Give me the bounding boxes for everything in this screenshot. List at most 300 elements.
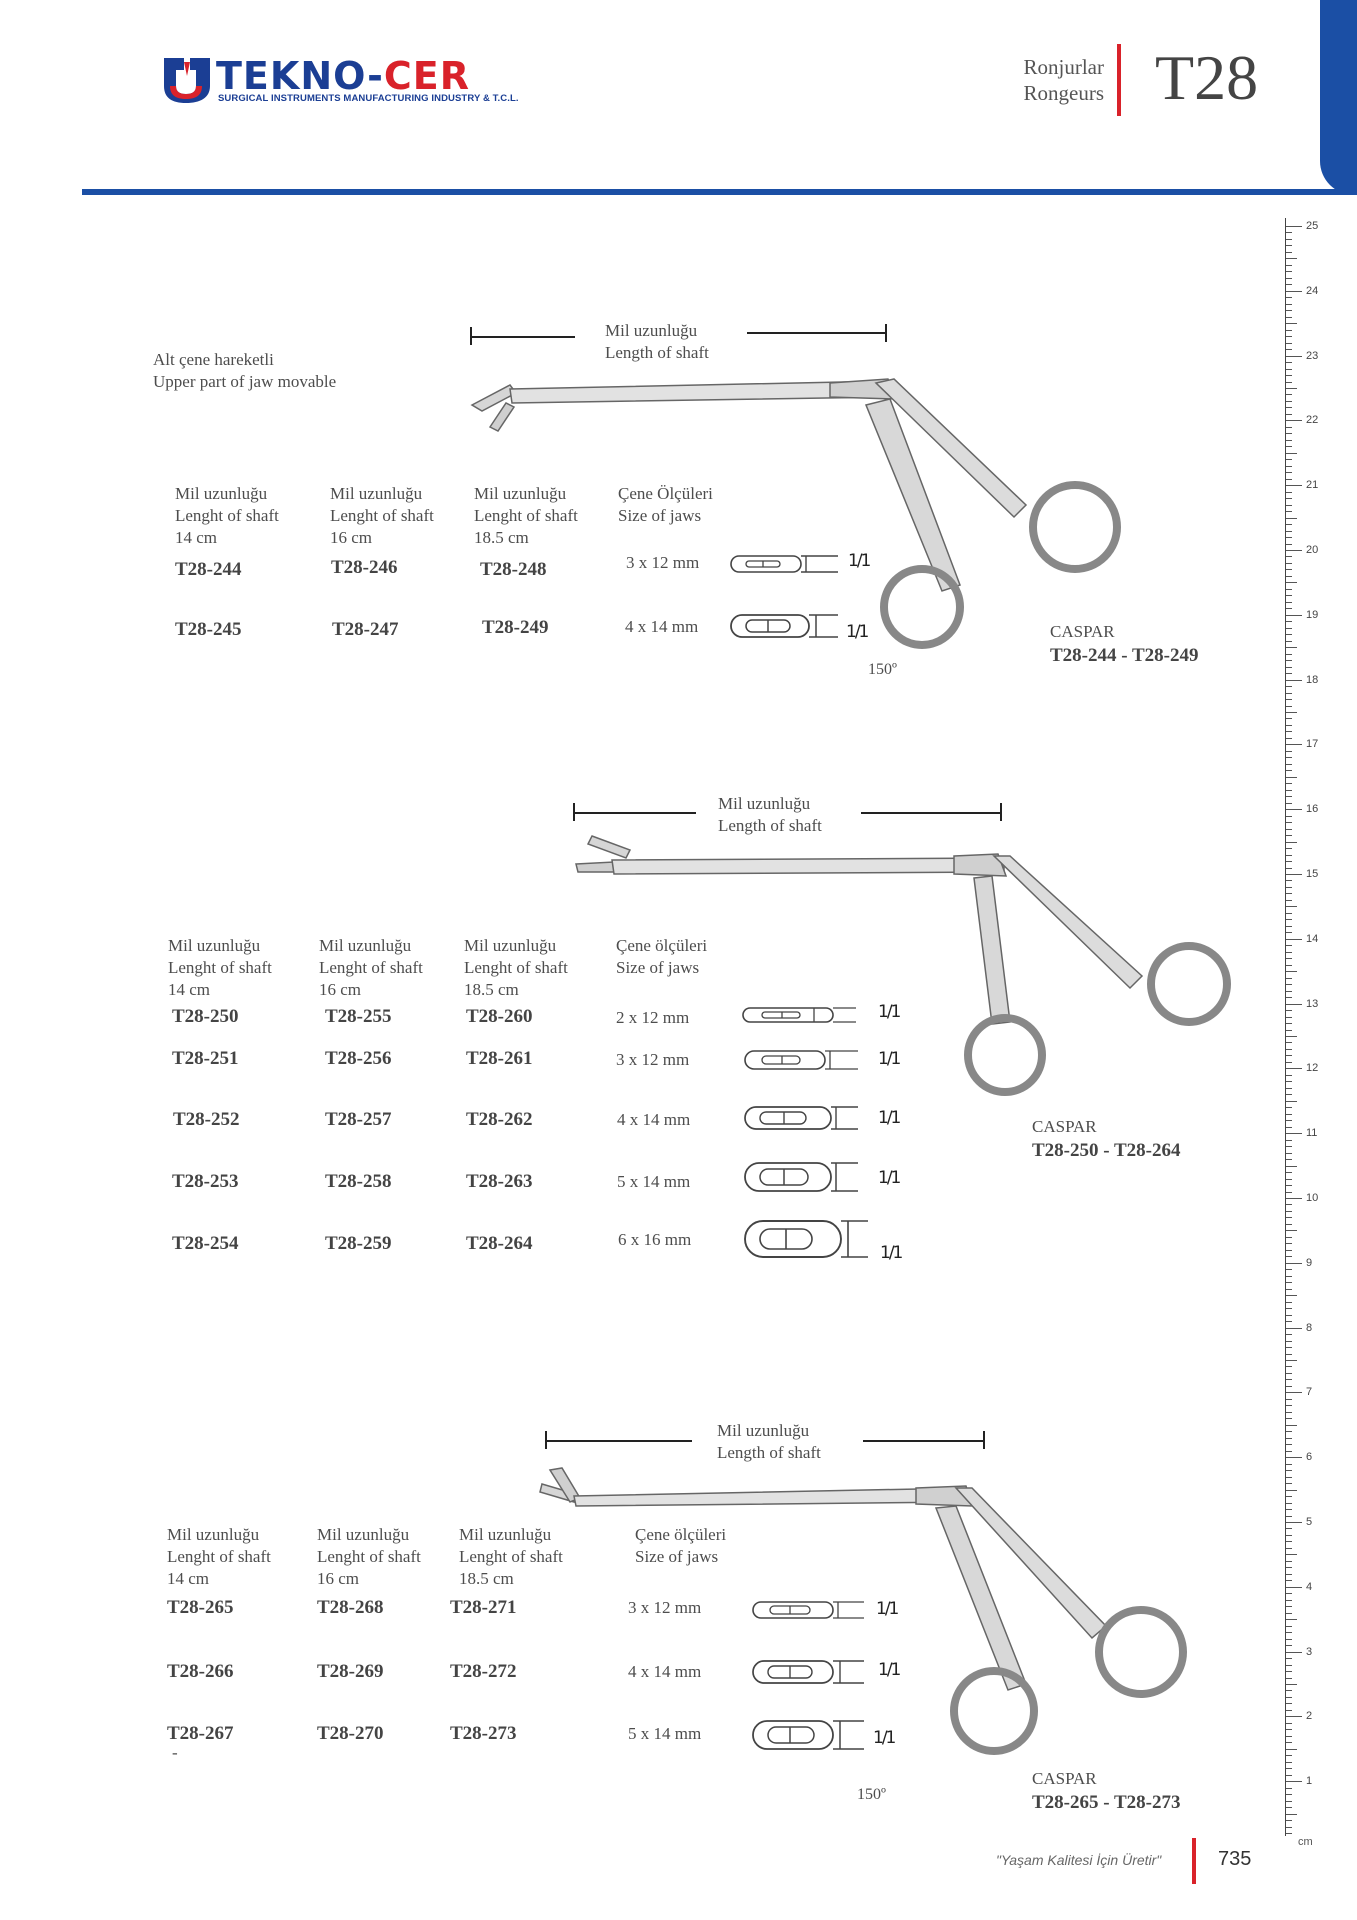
col-header-line: 18.5 cm [459,1569,514,1588]
ruler-label: 23 [1306,349,1319,362]
ruler-tick [1286,1490,1297,1491]
ruler-tick [1286,848,1292,849]
ruler-tick [1286,336,1292,337]
ruler-tick [1286,459,1292,460]
ruler-tick [1286,932,1292,933]
product-code: T28-262 [466,1109,533,1130]
jaw-tip-icon [730,612,840,640]
ruler-tick [1286,1684,1297,1685]
ruler-tick [1286,414,1292,415]
col-header-line: 14 cm [168,980,211,999]
ruler-tick [1286,1366,1292,1367]
col-header-16cm [317,1524,421,1590]
ruler-tick [1286,1192,1292,1193]
ruler-tick [1286,369,1292,370]
col-header-line: Size of jaws [618,506,702,525]
shaft-dimension-line-left [470,336,575,338]
ruler-label: 11 [1306,1127,1318,1140]
product-code: T28-259 [325,1233,392,1254]
ruler-tick [1286,271,1292,272]
ruler-tick [1286,226,1302,227]
product-code: T28-269 [317,1661,384,1682]
ruler-label: 7 [1306,1386,1313,1399]
col-header-18cm [459,1524,563,1590]
product-code: T28-265 [167,1597,234,1618]
ruler-tick [1286,1269,1292,1270]
ruler-tick [1286,1295,1297,1296]
ruler-tick [1286,1075,1292,1076]
ruler-tick [1286,893,1292,894]
page-number: 735 [1218,1848,1252,1870]
ruler-label: 13 [1306,997,1319,1010]
col-header-line: Mil uzunluğu [175,484,268,503]
product-code: T28-256 [325,1048,392,1069]
ruler-tick [1286,919,1292,920]
col-header-line: Mil uzunluğu [317,1525,410,1544]
ruler-tick [1286,595,1292,596]
ruler-tick [1286,751,1292,752]
ruler-tick [1286,803,1292,804]
ruler-tick [1286,1133,1302,1134]
ruler-tick [1286,1379,1292,1380]
ruler-tick [1286,1431,1292,1432]
ruler-tick [1286,343,1292,344]
ruler-tick [1286,310,1292,311]
model-name: CASPAR [1050,622,1115,641]
product-code: T28-255 [325,1006,392,1027]
category-tr: Ronjurlar [1023,55,1104,79]
ruler-tick [1286,589,1292,590]
ruler-tick [1286,835,1292,836]
ruler-tick [1286,1528,1292,1529]
ruler-tick [1286,641,1292,642]
ruler-tick [1286,317,1292,318]
ruler-label: 20 [1306,544,1319,556]
col-header-line: Çene Ölçüleri [618,484,713,503]
col-header-line: Lenght of shaft [459,1547,563,1566]
scale-label: 1/1 [876,1599,898,1619]
ruler-tick [1286,1373,1292,1374]
ruler-tick [1286,699,1292,700]
ruler-tick [1286,232,1292,233]
shaft-dimension-en: Length of shaft [605,343,709,362]
ruler-tick [1286,1230,1297,1231]
ruler-tick [1286,1762,1292,1763]
ruler-tick [1286,1554,1297,1555]
ruler-tick [1286,1023,1292,1024]
ruler-tick [1286,1068,1302,1069]
ruler-tick [1286,433,1292,434]
jaw-tip-icon [752,1718,872,1752]
col-header-line: Lenght of shaft [317,1547,421,1566]
ruler-tick [1286,252,1292,253]
ruler-tick [1286,1049,1292,1050]
col-header-16cm [330,483,434,549]
product-code: T28-254 [172,1233,239,1254]
ruler-tick [1286,1567,1292,1568]
ruler-label: 16 [1306,803,1319,816]
jaw-size: 6 x 16 mm [618,1230,692,1249]
ruler-tick [1286,1710,1292,1711]
ruler-label: 21 [1306,479,1319,492]
ruler-tick [1286,1814,1297,1815]
ruler-tick [1286,718,1292,719]
ruler-tick [1286,1522,1302,1523]
ruler-tick [1286,1794,1292,1795]
ruler-tick [1286,349,1292,350]
ruler-tick [1286,1768,1292,1769]
ruler-tick [1286,602,1292,603]
shaft-dimension-line-right [863,1440,985,1442]
ruler-tick [1286,531,1292,532]
ruler-tick [1286,1198,1302,1199]
ruler-tick [1286,362,1292,363]
ruler-tick [1286,1626,1292,1627]
ruler-tick [1286,524,1292,525]
shaft-dimension-en: Length of shaft [718,816,822,835]
jaw-size: 2 x 12 mm [616,1008,690,1027]
ruler-label: 4 [1306,1580,1313,1593]
ruler-tick [1286,842,1297,843]
ruler-tick [1286,505,1292,506]
ruler-tick [1286,939,1302,940]
ruler-tick [1286,1781,1302,1782]
ruler-tick [1286,1671,1292,1672]
ruler-tick [1286,1574,1292,1575]
col-header-line: Lenght of shaft [330,506,434,525]
ruler-tick [1286,330,1292,331]
ruler-tick [1286,1788,1292,1789]
product-code: T28-251 [172,1048,239,1069]
ruler-label: 8 [1306,1321,1313,1334]
jaw-tip-icon [744,1160,860,1194]
ruler-tick [1286,1062,1292,1063]
ruler-tick [1286,686,1292,687]
shaft-dimension-en: Length of shaft [717,1443,821,1462]
model-code-range: T28-265 - T28-273 [1032,1792,1181,1813]
ruler-tick [1286,1425,1297,1426]
col-header-line: 14 cm [167,1569,210,1588]
col-header-line: Lenght of shaft [464,958,568,977]
ruler-tick [1286,1535,1292,1536]
jaw-note-en: Upper part of jaw movable [153,372,337,391]
ruler-tick [1286,1619,1297,1620]
ruler-tick [1286,1140,1292,1141]
ruler-tick [1286,777,1297,778]
ruler-label: 15 [1306,868,1319,880]
shaft-dimension-end [983,1431,985,1449]
ruler-tick [1286,809,1302,810]
ruler-tick [1286,978,1292,979]
ruler-tick [1286,1101,1297,1102]
ruler-label: 6 [1306,1451,1313,1464]
ruler-tick [1286,660,1292,661]
ruler-tick [1286,1587,1302,1588]
cm-ruler [1285,218,1319,1836]
ruler-tick [1286,1632,1292,1633]
ruler-tick [1286,1457,1302,1458]
ruler-tick [1286,1185,1292,1186]
ruler-tick [1286,1606,1292,1607]
ruler-label: 1 [1306,1775,1313,1788]
ruler-tick [1286,855,1292,856]
ruler-tick [1286,861,1292,862]
col-header-line: 16 cm [317,1569,360,1588]
jaw-size: 4 x 14 mm [628,1662,702,1681]
ruler-tick [1286,582,1297,583]
product-code: T28-253 [172,1171,239,1192]
ruler-tick [1286,1509,1292,1510]
ruler-tick [1286,446,1292,447]
ruler-tick [1286,738,1292,739]
ruler-tick [1286,1217,1292,1218]
ruler-tick [1286,1315,1292,1316]
ruler-unit: cm [1298,1836,1313,1848]
col-header-line: 16 cm [319,980,362,999]
ruler-tick [1286,1580,1292,1581]
ruler-label: 14 [1306,932,1319,945]
ruler-tick [1286,1321,1292,1322]
ruler-tick [1286,1256,1292,1257]
ruler-tick [1286,991,1292,992]
ruler-tick [1286,544,1292,545]
ruler-tick [1286,297,1292,298]
brand-name: TEKNO-CER [216,54,471,98]
ruler-tick [1286,472,1292,473]
header-rule [82,189,1357,195]
col-header-jaw-size [618,483,713,527]
ruler-tick [1286,1354,1292,1355]
ruler-tick [1286,1729,1292,1730]
col-header-line: Lenght of shaft [167,1547,271,1566]
ruler-label: 12 [1306,1062,1319,1075]
ruler-tick [1286,518,1297,519]
ruler-tick [1286,1302,1292,1303]
ruler-tick [1286,1004,1302,1005]
ruler-tick [1286,1652,1302,1653]
ruler-tick [1286,394,1292,395]
ruler-tick [1286,1243,1292,1244]
ruler-tick [1286,1561,1292,1562]
ruler-tick [1286,1010,1292,1011]
ruler-tick [1286,1697,1292,1698]
ruler-tick [1286,971,1297,972]
ruler-tick [1286,900,1292,901]
ruler-tick [1286,621,1292,622]
ruler-tick [1286,680,1302,681]
ruler-tick [1286,1036,1297,1037]
ruler-tick [1286,1801,1292,1802]
ruler-tick [1286,1042,1292,1043]
ruler-tick [1286,427,1292,428]
ruler-label: 10 [1306,1192,1319,1204]
ruler-tick [1286,1749,1297,1750]
ruler-tick [1286,278,1292,279]
product-code: T28-270 [317,1723,384,1744]
ruler-tick [1286,647,1297,648]
col-header-line: Mil uzunluğu [319,936,412,955]
product-code: T28-272 [450,1661,517,1682]
ruler-tick [1286,1341,1292,1342]
ruler-tick [1286,1742,1292,1743]
product-code: T28-245 [175,619,242,640]
category-label [1024,54,1105,106]
scale-label: 1/1 [848,551,870,571]
ruler-tick [1286,537,1292,538]
ruler-tick [1286,958,1292,959]
ruler-tick [1286,725,1292,726]
product-code: T28-252 [173,1109,240,1130]
product-code: T28-267 [167,1723,234,1744]
ruler-tick [1286,926,1292,927]
ruler-tick [1286,731,1292,732]
ruler-tick [1286,1723,1292,1724]
scale-label: 1/1 [873,1728,895,1748]
ruler-tick [1286,258,1297,259]
ruler-tick [1286,1030,1292,1031]
ruler-tick [1286,1172,1292,1173]
ruler-tick [1286,407,1292,408]
ruler-tick [1286,420,1302,421]
ruler-tick [1286,1146,1292,1147]
ruler-tick [1286,550,1302,551]
ruler-tick [1286,1328,1302,1329]
ruler-tick [1286,770,1292,771]
col-header-14cm [175,483,279,549]
ruler-tick [1286,1775,1292,1776]
shaft-dimension-end [885,324,887,342]
ruler-tick [1286,556,1292,557]
ruler-label: 25 [1306,220,1319,232]
ruler-tick [1286,239,1292,240]
ruler-tick [1286,563,1292,564]
ruler-tick [1286,265,1292,266]
jaw-size: 3 x 12 mm [628,1598,702,1617]
col-header-14cm [167,1524,271,1590]
ruler-tick [1286,1483,1292,1484]
ruler-tick [1286,1088,1292,1089]
ruler-tick [1286,997,1292,998]
ruler-tick [1286,1399,1292,1400]
ruler-tick [1286,965,1292,966]
ruler-tick [1286,1114,1292,1115]
jaw-tip-icon [744,1104,860,1132]
jaw-tip-icon [742,1006,858,1024]
header-divider [1117,44,1121,116]
ruler-tick [1286,1250,1292,1251]
ruler-tick [1286,1678,1292,1679]
ruler-tick [1286,479,1292,480]
ruler-tick [1286,1276,1292,1277]
ruler-tick [1286,492,1292,493]
ruler-tick [1286,829,1292,830]
ruler-tick [1286,984,1292,985]
ruler-tick [1286,1392,1302,1393]
ruler-tick [1286,304,1292,305]
ruler-tick [1286,693,1292,694]
brand-logo [162,54,519,108]
model-name: CASPAR [1032,1117,1097,1136]
ruler-tick [1286,1166,1297,1167]
ruler-tick [1286,1639,1292,1640]
ruler-tick [1286,712,1297,713]
ruler-tick [1286,291,1302,292]
ruler-tick [1286,628,1292,629]
ruler-tick [1286,744,1302,745]
ruler-tick [1286,1665,1292,1666]
ruler-tick [1286,401,1292,402]
ruler-tick [1286,1017,1292,1018]
ruler-tick [1286,764,1292,765]
ruler-tick [1286,1820,1292,1821]
col-header-line: 16 cm [330,528,373,547]
scale-label: 1/1 [846,622,868,642]
jaw-size: 4 x 14 mm [617,1110,691,1129]
product-code: T28-266 [167,1661,234,1682]
ruler-label: 9 [1306,1256,1313,1269]
col-header-line: Mil uzunluğu [330,484,423,503]
ruler-tick [1286,673,1292,674]
ruler-tick [1286,1600,1292,1601]
ruler-tick [1286,1081,1292,1082]
jaw-tip-icon [752,1600,872,1620]
ruler-tick [1286,1541,1292,1542]
model-code-range: T28-250 - T28-264 [1032,1140,1181,1161]
ruler-tick [1286,1282,1292,1283]
ruler-tick [1286,1418,1292,1419]
shaft-dimension-line-right [747,332,887,334]
col-header-18cm [464,935,568,1001]
angle-label: 150º [857,1786,886,1803]
ruler-tick [1286,615,1302,616]
ruler-tick [1286,654,1292,655]
jaw-size: 3 x 12 mm [616,1050,690,1069]
product-code: T28-257 [325,1109,392,1130]
ruler-tick [1286,1464,1292,1465]
jaw-size: 4 x 14 mm [625,617,699,636]
product-code: T28-273 [450,1723,517,1744]
ruler-tick [1286,1308,1292,1309]
ruler-tick [1286,880,1292,881]
ruler-tick [1286,1405,1292,1406]
brand-subtitle: SURGICAL INSTRUMENTS MANUFACTURING INDUSTRY & T.C.L. [218,93,519,104]
jaw-tip-icon [730,553,840,575]
product-code: T28-250 [172,1006,239,1027]
ruler-tick [1286,1179,1292,1180]
ruler-tick [1286,576,1292,577]
dash-mark: - [172,1743,178,1762]
ruler-tick [1286,608,1292,609]
ruler-tick [1286,1658,1292,1659]
jaw-tip-icon [744,1218,870,1260]
ruler-tick [1286,816,1292,817]
catalog-section-code: T28 [1155,42,1259,113]
ruler-tick [1286,952,1292,953]
ruler-label: 2 [1306,1710,1313,1723]
header-corner-tab [1320,0,1357,195]
ruler-tick [1286,1703,1292,1704]
ruler-tick [1286,757,1292,758]
ruler-tick [1286,1360,1297,1361]
ruler-tick [1286,1055,1292,1056]
ruler-tick [1286,284,1292,285]
scale-label: 1/1 [878,1002,900,1022]
ruler-tick [1286,1094,1292,1095]
product-code: T28-244 [175,559,242,580]
ruler-tick [1286,906,1297,907]
ruler-tick [1286,1690,1292,1691]
col-header-line: Size of jaws [635,1547,719,1566]
